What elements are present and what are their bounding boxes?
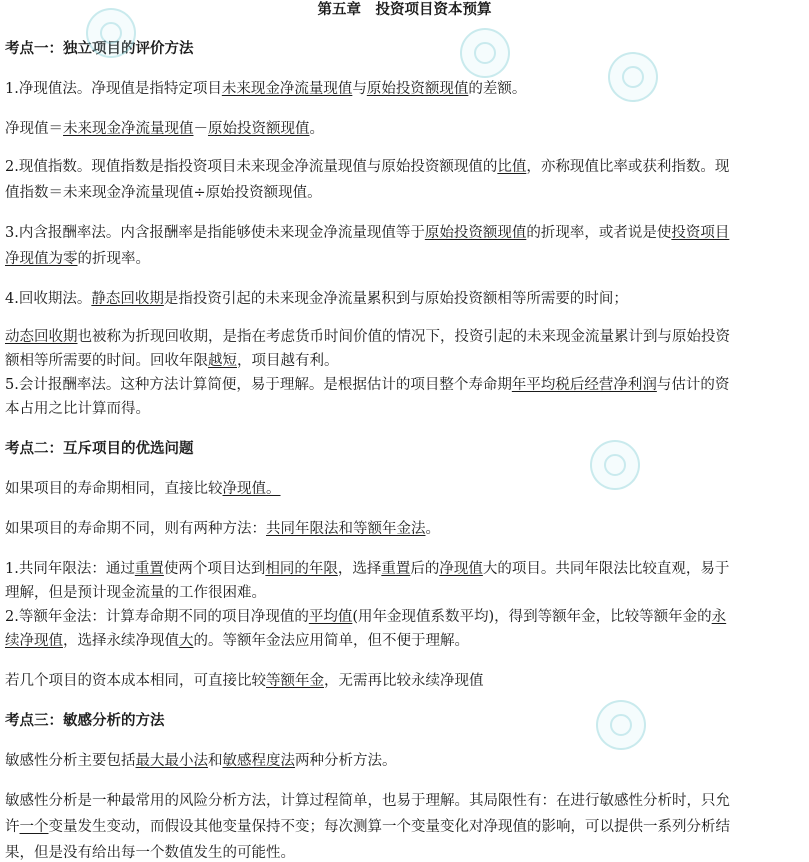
- text-line: [5, 250, 805, 268]
- text-line: [5, 158, 805, 176]
- text-segment: 1.净现值法。净现值是指特定项目: [5, 81, 222, 97]
- text-segment: 理解，但是预计现金流量的工作很困难。: [5, 585, 266, 601]
- text-segment: 变量发生变动，而假设其他变量保持不变；每次测算一个变量变化对净现值的影响，可以提供一系列分析结: [48, 819, 730, 835]
- text-segment: 许: [5, 819, 20, 835]
- text-segment: 额相等所需要的时间。回收年限: [5, 353, 208, 369]
- text-line: [5, 608, 805, 626]
- underlined-term: 未来现金净流量现值: [63, 121, 194, 137]
- text-line: [5, 328, 805, 346]
- text-segment: 敏感性分析主要包括: [5, 753, 136, 769]
- underlined-term: 永: [711, 609, 727, 625]
- underlined-term: 比值: [497, 159, 527, 175]
- text-line: [5, 290, 805, 308]
- text-line: [5, 672, 805, 690]
- text-segment: ，亦称现值比率或获利指数。现: [526, 159, 730, 175]
- underlined-term: 共同年限法和等额年金法: [266, 521, 426, 537]
- underlined-term: 最大最小法: [135, 753, 208, 769]
- text-segment: 净现值＝: [5, 121, 63, 137]
- text-line: [5, 352, 805, 370]
- underlined-term: 净现值为零: [5, 251, 78, 267]
- text-segment: 后的: [410, 561, 440, 577]
- text-line: [5, 520, 805, 538]
- text-segment: 3.内含报酬率法。内含报酬率是指能够使未来现金净流量现值等于: [5, 225, 425, 241]
- text-segment: 5.会计报酬率法。这种方法计算简便，易于理解。是根据估计的项目整个寿命期: [5, 377, 512, 393]
- text-segment: 如果项目的寿命期相同，直接比较: [5, 481, 223, 497]
- text-line: [5, 792, 805, 810]
- text-segment: 1.共同年限法：通过: [5, 561, 135, 577]
- text-segment: 大的项目。共同年限法比较直观，易于: [482, 561, 730, 577]
- underlined-term: 年平均税后经营净利润: [511, 377, 657, 393]
- text-segment: 果，但是没有给出每一个数值发生的可能性。: [5, 845, 295, 861]
- section-heading: [5, 712, 805, 730]
- text-line: [5, 844, 805, 862]
- underlined-term: 净现值。: [222, 481, 281, 497]
- text-segment: 使两个项目达到: [163, 561, 266, 577]
- section-heading: [5, 40, 805, 58]
- text-segment: ，项目越有利。: [237, 353, 339, 369]
- text-segment: ，选择: [337, 561, 382, 577]
- text-segment: 考点二：互斥项目的优选问题: [5, 441, 194, 457]
- text-line: [5, 224, 805, 242]
- text-line: [5, 632, 805, 650]
- section-heading: [5, 440, 805, 458]
- text-segment: 本占用之比计算而得。: [5, 401, 150, 417]
- underlined-term: 一个: [19, 819, 49, 835]
- text-segment: 2.现值指数。现值指数是指投资项目未来现金净流量现值与原始投资额现值的: [5, 159, 498, 175]
- text-segment: 是指投资引起的未来现金净流量累积到与原始投资额相等所需要的时间；: [163, 291, 628, 307]
- text-segment: 若几个项目的资本成本相同，可直接比较: [5, 673, 266, 689]
- underlined-term: 原始投资额现值: [424, 225, 527, 241]
- underlined-term: 原始投资额现值: [208, 121, 310, 137]
- underlined-term: 原始投资额现值: [366, 81, 469, 97]
- underlined-term: 重置: [381, 561, 411, 577]
- text-segment: ，无需再比较永续净现值: [324, 673, 484, 689]
- text-line: [5, 80, 805, 98]
- text-line: [5, 752, 805, 770]
- text-segment: ，选择永续净现值: [63, 633, 179, 649]
- text-segment: 敏感性分析是一种最常用的风险分析方法，计算过程简单，也易于理解。其局限性有：在进行敏感性分析时，只允: [5, 793, 730, 809]
- text-segment: 。: [309, 121, 324, 137]
- underlined-term: 越短: [208, 353, 237, 369]
- text-segment: 的差额。: [468, 81, 527, 97]
- text-line: [5, 560, 805, 578]
- text-segment: －: [193, 121, 208, 137]
- text-segment: 的折现率。: [77, 251, 150, 267]
- text-line: [5, 120, 805, 138]
- text-segment: 4.回收期法。: [5, 291, 92, 307]
- underlined-term: 净现值: [439, 561, 483, 577]
- text-line: [5, 400, 805, 418]
- underlined-term: 静态回收期: [91, 291, 164, 307]
- text-line: [5, 480, 805, 498]
- text-segment: 的折现率，或者说是使: [526, 225, 672, 241]
- underlined-term: 相同的年限: [265, 561, 338, 577]
- text-segment: 2.等额年金法：计算寿命期不同的项目净现值的: [5, 609, 309, 625]
- underlined-term: 等额年金: [266, 673, 324, 689]
- text-line: [5, 184, 805, 202]
- underlined-term: 续净现值: [5, 633, 63, 649]
- underlined-term: 敏感程度法: [222, 753, 295, 769]
- text-line: [5, 818, 805, 836]
- text-segment: 的。等额年金法应用简单，但不便于理解。: [193, 633, 469, 649]
- underlined-term: 重置: [134, 561, 164, 577]
- text-segment: 也被称为折现回收期，是指在考虑货币时间价值的情况下，投资引起的未来现金流量累计到与原始投资: [77, 329, 730, 345]
- text-segment: (用年金现值系数平均)，得到等额年金，比较等额年金的: [352, 609, 712, 625]
- text-segment: 与估计的资: [656, 377, 730, 393]
- text-segment: 两种分析方法。: [295, 753, 397, 769]
- text-segment: 与: [352, 81, 367, 97]
- underlined-term: 动态回收期: [5, 329, 78, 345]
- text-segment: 值指数＝未来现金净流量现值÷原始投资额现值。: [5, 185, 322, 201]
- text-segment: 。: [425, 521, 440, 537]
- underlined-term: 平均值: [308, 609, 353, 625]
- text-segment: 和: [208, 753, 223, 769]
- text-segment: 如果项目的寿命期不同，则有两种方法：: [5, 521, 266, 537]
- text-segment: 考点三：敏感分析的方法: [5, 713, 165, 729]
- underlined-term: 投资项目: [671, 225, 730, 241]
- text-line: [5, 584, 805, 602]
- underlined-term: 未来现金净流量现值: [221, 81, 353, 97]
- underlined-term: 大: [179, 633, 194, 649]
- chapter-title: 第五章 投资项目资本预算: [317, 2, 492, 18]
- text-segment: 考点一：独立项目的评价方法: [5, 41, 194, 57]
- text-line: [5, 376, 805, 394]
